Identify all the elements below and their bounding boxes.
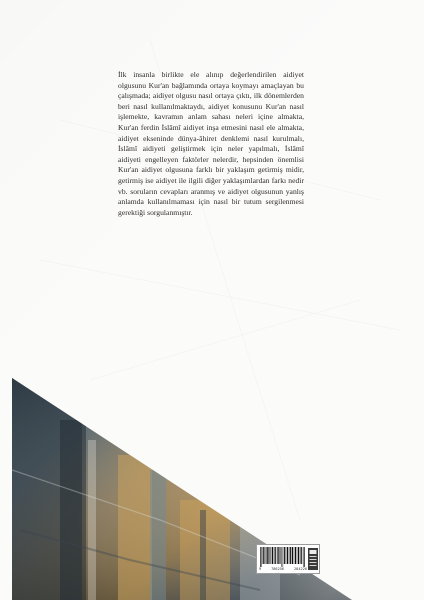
barcode-area [256, 544, 320, 574]
barcode-digits-group-2: 284226 [294, 567, 307, 571]
barcode-digit-lead: 9 [259, 567, 262, 571]
publisher-logo [308, 548, 318, 570]
barcode-number [259, 567, 307, 572]
publisher-logo-mark [308, 548, 318, 570]
blurb-text: İlk insanla birlikte ele alınıp değerlendirilen aidiyet olgusunu Kur'an bağlamında ortaya koymayı amaçlayan bu çalışmada; aidiyet olgusu nasıl ortaya çıktı, ilk dönemlerden beri nasıl kullanılmaktaydı, aidiyet konusunu Kur'an nasıl işlemekte, kavramın anlam sahası neleri içine almakta, Kur'an ferdin İslâmî aidiyet inşa etmesini nasıl ele almakta, aidiyet ekseninde dünya-âhiret denklemi nasıl kurulmalı, İslâmî aidiyeti geliştirmek için neler yapılmalı, İslâmî aidiyeti engelleyen faktörler nelerdir, hepsinden önemlisi Kur'an aidiyet olgusuna farklı bir yaklaşım getirmiş midir, getirmiş ise aidiyet ile ilgili diğer yaklaşımlardan farkı nedir vb. soruların cevapları aranmış ve aidiyet olgusunun yanlış anlamda kullanılmaması için nasıl bir tutum sergilenmesi gerektiği sorgulanmıştır. [118, 70, 304, 217]
barcode-digits-group-1: 786256 [271, 567, 285, 571]
barcode-bars [259, 547, 307, 567]
